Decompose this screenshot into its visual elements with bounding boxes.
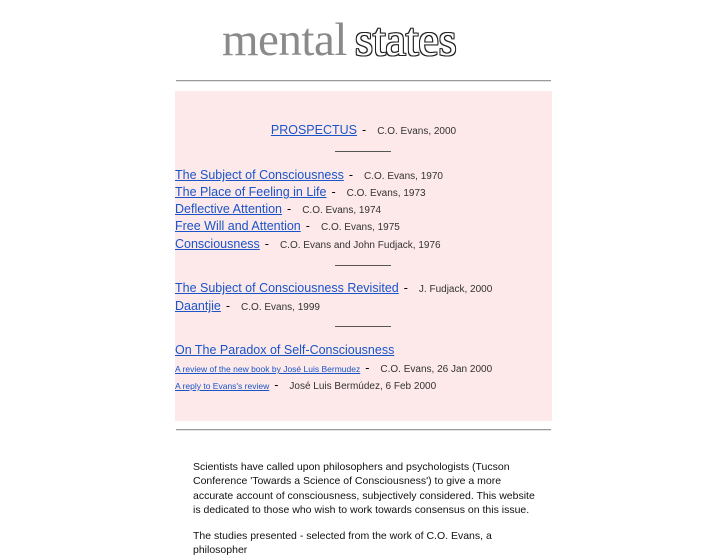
list-item: Free Will and Attention - C.O. Evans, 1975 xyxy=(175,219,400,233)
prospectus-link[interactable]: PROSPECTUS xyxy=(270,123,358,137)
list-item: A reply to Evans's review - José Luis Bermúdez, 6 Feb 2000 xyxy=(175,378,437,392)
site-logo xyxy=(222,14,456,66)
subject-of-consciousness-link[interactable]: The Subject of Consciousness xyxy=(175,168,344,182)
list-item: Deflective Attention - C.O. Evans, 1974 xyxy=(175,202,382,216)
separator xyxy=(335,151,391,152)
separator xyxy=(335,265,391,266)
consciousness-link[interactable]: Consciousness xyxy=(175,237,260,251)
list-item: The Subject of Consciousness - C.O. Evans, 1970 xyxy=(175,168,443,182)
separator xyxy=(335,326,391,327)
prospectus-row: PROSPECTUS - C.O. Evans, 2000 xyxy=(270,123,457,137)
list-item: The Subject of Consciousness Revisited - J. Fudjack, 2000 xyxy=(175,281,493,295)
prospectus-meta: C.O. Evans, 2000 xyxy=(377,126,457,137)
list-item: A review of the new book by José Luis Bermudez - C.O. Evans, 26 Jan 2000 xyxy=(175,361,493,375)
top-divider xyxy=(176,80,551,82)
list-item xyxy=(175,342,394,358)
free-will-link[interactable]: Free Will and Attention xyxy=(175,219,301,233)
place-of-feeling-link[interactable]: The Place of Feeling in Life xyxy=(175,185,327,199)
logo-word-mental: mental xyxy=(222,14,347,66)
subject-revisited-link[interactable]: The Subject of Consciousness Revisited xyxy=(175,281,399,295)
logo-word-states: states xyxy=(354,14,457,66)
list-item: Consciousness - C.O. Evans and John Fudjack, 1976 xyxy=(175,237,441,251)
reply-link[interactable]: A reply to Evans's review xyxy=(175,381,270,391)
daantjie-link[interactable]: Daantjie xyxy=(175,299,221,313)
paradox-link[interactable]: On The Paradox of Self-Consciousness xyxy=(175,343,395,357)
list-item: The Place of Feeling in Life - C.O. Evans, 1973 xyxy=(175,185,426,199)
intro-paragraph: Scientists have called upon philosophers and psychologists (Tucson Conference 'Towards a Science of Consciousness') to give a more accurate account of consciousness, subjectively considered. This website is dedicated to those who wish to work towards consensus on this issue. xyxy=(193,461,535,517)
deflective-attention-link[interactable]: Deflective Attention xyxy=(175,202,283,216)
review-link[interactable]: A review of the new book by José Luis Bermudez xyxy=(175,364,361,374)
bottom-divider xyxy=(176,429,551,431)
intro-paragraph-2: The studies presented - selected from the work of C.O. Evans, a philosopher xyxy=(193,530,492,557)
list-item: Daantjie - C.O. Evans, 1999 xyxy=(175,299,320,313)
